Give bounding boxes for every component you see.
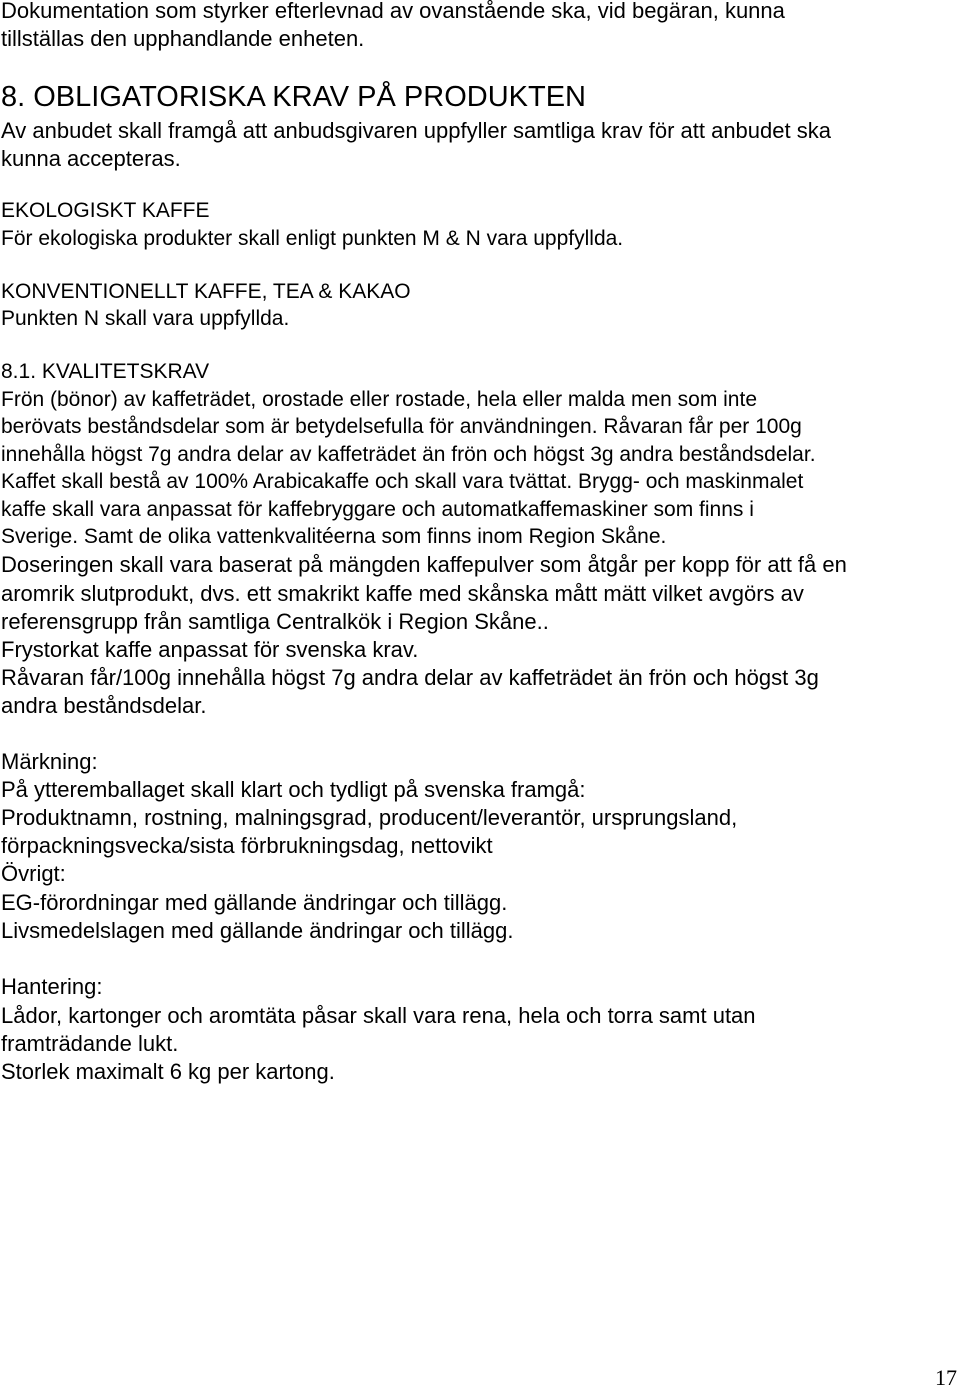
section-8-1-line: andra beståndsdelar. — [1, 693, 207, 718]
section-8-1-line: innehålla högst 7g andra delar av kaffeträdet än frön och högst 3g andra beståndsdelar. — [1, 443, 816, 466]
markning-line: På ytteremballaget skall klart och tydligt på svenska framgå: — [1, 777, 586, 802]
intro-line-1: Dokumentation som styrker efterlevnad av ovanstående ska, vid begäran, kunna — [1, 0, 785, 23]
section-8-line-1: Av anbudet skall framgå att anbudsgivaren uppfyller samtliga krav för att anbudet ska — [1, 118, 831, 143]
markning-line: Produktnamn, rostning, malningsgrad, producent/leverantör, ursprungsland, — [1, 805, 738, 830]
section-8-1-line: Kaffet skall bestå av 100% Arabicakaffe och skall vara tvättat. Brygg- och maskinmalet — [1, 470, 804, 493]
section-8-1-heading: 8.1. KVALITETSKRAV — [1, 360, 210, 383]
section-8-1-line: Råvaran får/100g innehålla högst 7g andra delar av kaffeträdet än frön och högst 3g — [1, 665, 819, 690]
section-8-1-line: aromrik slutprodukt, dvs. ett smakrikt kaffe med skånska mått mätt vilket avgörs av — [1, 581, 804, 606]
markning-heading: Märkning: — [1, 749, 98, 774]
konventionellt-text: Punkten N skall vara uppfyllda. — [1, 307, 290, 330]
section-8-1-line: kaffe skall vara anpassat för kaffebryggare och automatkaffemaskiner som finns i — [1, 498, 754, 521]
markning-line: förpackningsvecka/sista förbrukningsdag, nettovikt — [1, 833, 493, 858]
hantering-line: framträdande lukt. — [1, 1031, 179, 1056]
section-8-1-line: Sverige. Samt de olika vattenkvalitéerna som finns inom Region Skåne. — [1, 525, 667, 548]
section-8-1-line: Doseringen skall vara baserat på mängden kaffepulver som åtgår per kopp för att få en — [1, 552, 847, 577]
section-8-heading: 8. OBLIGATORISKA KRAV PÅ PRODUKTEN — [1, 81, 586, 113]
konventionellt-heading: KONVENTIONELLT KAFFE, TEA & KAKAO — [1, 280, 411, 303]
section-8-1-line: Frön (bönor) av kaffeträdet, orostade eller rostade, hela eller malda men som inte — [1, 388, 757, 411]
ovrigt-heading: Övrigt: — [1, 861, 66, 886]
hantering-line: Lådor, kartonger och aromtäta påsar skall vara rena, hela och torra samt utan — [1, 1003, 756, 1028]
ekologiskt-heading: EKOLOGISKT KAFFE — [1, 199, 210, 222]
hantering-heading: Hantering: — [1, 974, 103, 999]
hantering-line: Storlek maximalt 6 kg per kartong. — [1, 1059, 335, 1084]
ovrigt-line: Livsmedelslagen med gällande ändringar och tillägg. — [1, 918, 514, 943]
section-8-line-2: kunna accepteras. — [1, 146, 181, 171]
section-8-1-line: referensgrupp från samtliga Centralkök i Region Skåne.. — [1, 609, 549, 634]
page-number: 17 — [935, 1365, 957, 1390]
ekologiskt-text: För ekologiska produkter skall enligt punkten M & N vara uppfyllda. — [1, 227, 624, 250]
section-8-1-line: berövats beståndsdelar som är betydelsefulla för användningen. Råvaran får per 100g — [1, 415, 802, 438]
ovrigt-line: EG-förordningar med gällande ändringar och tillägg. — [1, 890, 508, 915]
section-8-1-line: Frystorkat kaffe anpassat för svenska krav. — [1, 637, 419, 662]
intro-line-2: tillställas den upphandlande enheten. — [1, 26, 365, 51]
